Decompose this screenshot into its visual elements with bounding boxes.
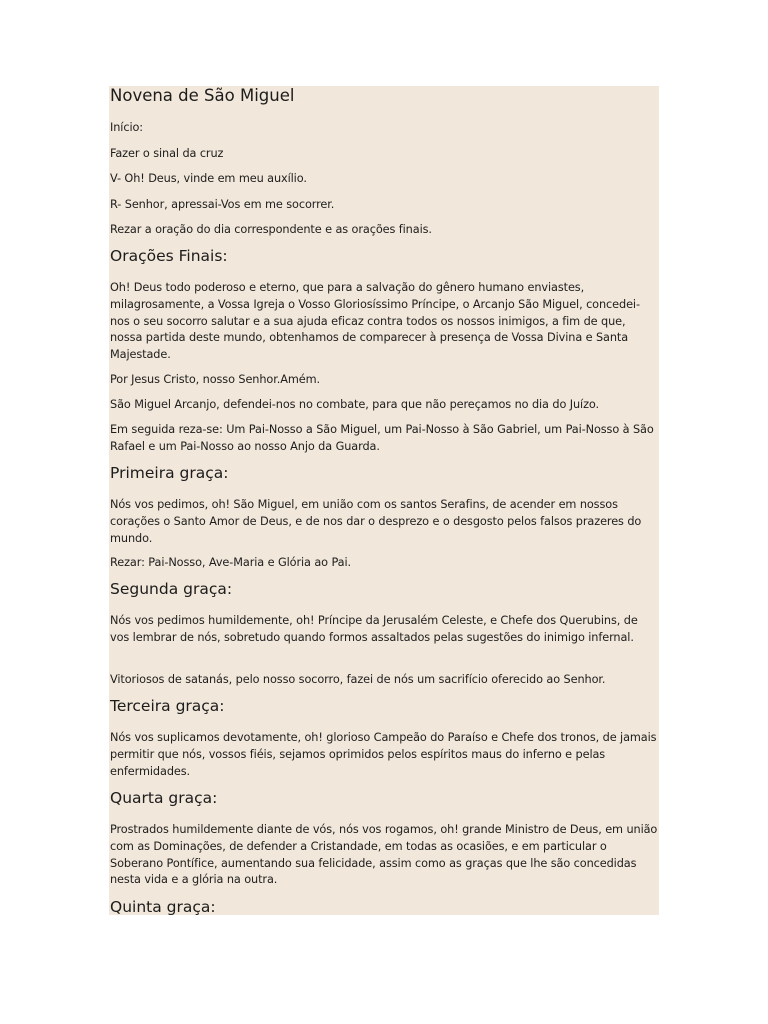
first-grace-paragraph-2: Rezar: Pai-Nosso, Ave-Maria e Glória ao Pai.: [110, 556, 352, 569]
first-grace-paragraph-1: Nós vos pedimos, oh! São Miguel, em união com os santos Serafins, de acender em nossos corações o Santo Amor de Deus, e de nos dar o desprezo e o desgosto pelos falsos prazeres do mundo.: [110, 498, 642, 545]
final-prayers-paragraph-2: Por Jesus Cristo, nosso Senhor.Amém.: [110, 373, 321, 386]
section-heading-second-grace: Segunda graça:: [110, 580, 233, 598]
intro-line-start: Início:: [110, 121, 143, 134]
final-prayers-paragraph-3: São Miguel Arcanjo, defendei-nos no combate, para que não pereçamos no dia do Juízo.: [110, 398, 600, 411]
intro-line-instruction: Rezar a oração do dia correspondente e as orações finais.: [110, 223, 432, 236]
intro-line-versicle: V- Oh! Deus, vinde em meu auxílio.: [110, 172, 307, 185]
section-heading-first-grace: Primeira graça:: [110, 464, 229, 482]
final-prayers-paragraph-4: Em seguida reza-se: Um Pai-Nosso a São Miguel, um Pai-Nosso à São Gabriel, um Pai-Nosso à São Rafael e um Pai-Nosso ao nosso Anjo da Guarda.: [110, 423, 654, 453]
fourth-grace-paragraph-1: Prostrados humildemente diante de vós, nós vos rogamos, oh! grande Ministro de Deus, em união com as Dominações, de defender a Cristandade, em todas as ocasiões, e em particular o Soberano Pontífice, aumentando sua felicidade, assim como as graças que lhe são concedidas nesta vida e a glória na outra.: [110, 823, 658, 887]
section-heading-final-prayers: Orações Finais:: [110, 247, 228, 265]
intro-line-sign-of-cross: Fazer o sinal da cruz: [110, 147, 224, 160]
intro-line-response: R- Senhor, apressai-Vos em me socorrer.: [110, 198, 335, 211]
third-grace-paragraph-1: Nós vos suplicamos devotamente, oh! glorioso Campeão do Paraíso e Chefe dos tronos, de jamais permitir que nós, vossos fiéis, sejamos oprimidos pelos espíritos maus do inferno e pelas enfermidades.: [110, 731, 657, 778]
section-heading-third-grace: Terceira graça:: [110, 697, 225, 715]
section-heading-fourth-grace: Quarta graça:: [110, 789, 218, 807]
final-prayers-paragraph-1: Oh! Deus todo poderoso e eterno, que para a salvação do gênero humano enviastes, milagrosamente, a Vossa Igreja o Vosso Gloriosíssimo Príncipe, o Arcanjo São Miguel, concedei-nos o seu socorro salutar e a sua ajuda eficaz contra todos os nossos inimigos, a fim de que, nossa partida deste mundo, obtenhamos de comparecer à presença de Vossa Divina e Santa Majestade.: [110, 281, 640, 362]
document-page: [109, 86, 659, 915]
section-heading-fifth-grace: Quinta graça:: [110, 898, 216, 915]
second-grace-paragraph-1: Nós vos pedimos humildemente, oh! Príncipe da Jerusalém Celeste, e Chefe dos Querubins, de vos lembrar de nós, sobretudo quando formos assaltados pelas sugestões do inimigo infernal.: [110, 614, 638, 644]
document-title: Novena de São Miguel: [110, 86, 295, 105]
second-grace-paragraph-2: Vitoriosos de satanás, pelo nosso socorro, fazei de nós um sacrifício oferecido ao Senhor.: [110, 673, 606, 686]
